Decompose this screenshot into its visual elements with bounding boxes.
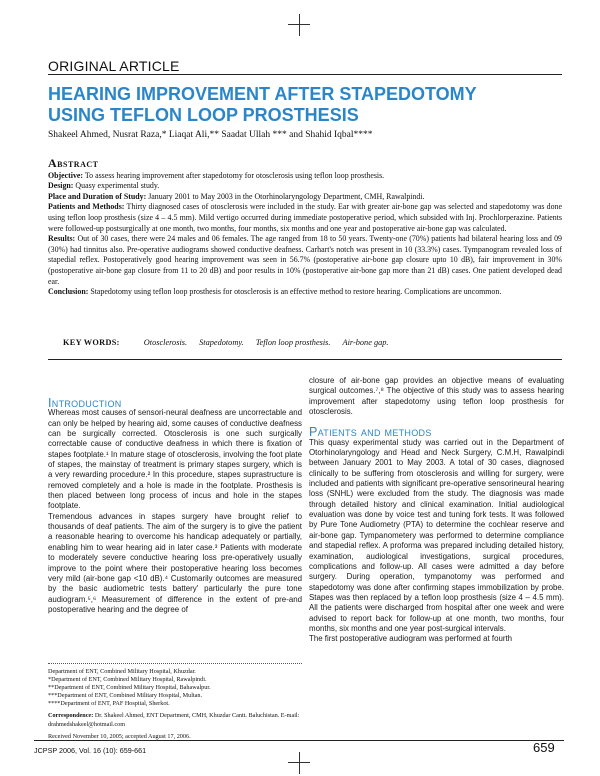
- place-label: Place and Duration of Study:: [48, 191, 147, 201]
- affiliation: Department of ENT, Combined Military Hospital, Khuzdar.: [48, 668, 196, 675]
- design-text: Quasy experimental study.: [75, 181, 160, 191]
- page-number: 659: [533, 740, 555, 755]
- methods-paragraph-1: This quasy experimental study was carried out in the Department of Otorhinolaryngology and Head and Neck Surgery, C.M.H, Rawalpindi between January 2001 to May 2003. A total of 30 cases, diagnosed clinically to be suffering from otosclerosis and willing for surgery, were included and patients with significant pre-operative sensorineural hearing loss (SNHL) were excluded from the study. The diagnosis was made through detailed history and clinical examination. Initial audiological evaluation was done by voice test and tuning fork tests. It was followed by Pure Tone Audiometry (PTA) to determine the cochlear reserve and air-bone gap. Tympanometery was performed to determine compliance and stapedial reflex. A proforma was prepared including detailed history, examination, audiological investigations, surgical procedures, complications and follow-up. All cases were admitted a day before surgery. During operation, tympanotomy was performed and stapedotomy was done after confirming stapes immobilization by probe. Stapes was then replaced by a teflon loop prosthesis (size 4 – 4.5 mm). All the patients were discharged from hospital after one week and were advised to report back for follow-up at one month, two months, four months, six months and one year post-surgical intervals.: [309, 437, 564, 633]
- footnote-divider: [48, 663, 302, 664]
- patients-label: Patients and Methods:: [48, 202, 125, 212]
- abstract-patients: [48, 202, 562, 234]
- intro-paragraph-2: Tremendous advances in stapes surgery have brought relief to thousands of deaf patients. The aim of the surgery is to give the patient a reasonable hearing to overcome his handicap adequately or partially, enabling him to wear hearing aid in later case.³ Patients with moderate to moderately severe conductive hearing loss pre-operatively usually improve to the point where their postoperative hearing loss becomes very mild (air-bone gap <10 dB).⁴ Customarily outcomes are measured by the basic audiometric tests battery' particularly the pure tone audiogram.⁵,⁶ Measurement of difference in the extent of pre-and postoperative hearing and the degree of: [48, 511, 302, 614]
- conclusion-label: Conclusion:: [48, 287, 89, 297]
- abstract-heading: Abstract: [48, 156, 99, 170]
- right-column: [309, 376, 564, 645]
- methods-paragraph-2: The first postoperative audiogram was performed at fourth: [309, 634, 513, 644]
- abstract-place: [48, 192, 562, 203]
- intro-paragraph-1: Whereas most causes of sensori-neural deafness are uncorrectable and can only be helped by hearing aid, some causes of conductive deafness can be surgically corrected. Otosclerosis is one such surgically correctable cause of conductive deafness in which there is fixation of stapes footplate.¹ In mature stage of otosclerosis, involving the foot plate of stapes, the mainstay of treatment is primary stapes surgery, which is a very rewarding procedure.² In this procedure, stapes suprastructure is removed completely and a hole is made in the footplate. Prosthesis is then placed between long process of incus and hole in the stapes footplate.: [48, 408, 302, 511]
- affiliations: [48, 668, 302, 741]
- patients-text: Thirty diagnosed cases of otosclerosis were included in the study. Ear with greater air-bone gap was selected and stapedotomy was done using teflon loop prosthesis (size 4 – 4.5 mm). Mild vertigo occurred during immediate postoperative period, which subsided with Inj. Prochlorperazine. Patients were followed-up postsurgically at one month, two months, four months, six months and one year and postoperative air-bone gap was calculated.: [48, 202, 562, 233]
- intro-paragraph-3: closure of air-bone gap provides an objective means of evaluating surgical outcomes.⁷,⁸ The objective of this study was to assess hearing improvement after stapedotomy using teflon loop prosthesis for otosclerosis.: [309, 376, 564, 417]
- results-label: Results:: [48, 234, 76, 244]
- keywords-rule: [48, 359, 562, 360]
- correspondence-label: Correspondence:: [48, 712, 94, 720]
- abstract: [48, 158, 562, 298]
- conclusion-text: Stapedotomy using teflon loop prosthesis for otosclerosis is an effective method to restore hearing. Complications are uncommon.: [90, 287, 502, 297]
- abstract-objective: [48, 171, 562, 182]
- place-text: January 2001 to May 2003 in the Otorhinolaryngology Department, CMH, Rawalpindi.: [148, 191, 425, 201]
- crop-mark-top: [299, 14, 300, 36]
- abstract-results: [48, 234, 562, 287]
- keywords: [63, 338, 398, 347]
- introduction-heading: Introduction: [48, 396, 122, 410]
- header-rule: [48, 74, 562, 75]
- crop-mark-bottom: [299, 752, 300, 774]
- affiliation: ***Department of ENT, Combined Military Hospital, Multan.: [48, 692, 203, 700]
- patients-methods-heading: Patients and methods: [309, 425, 432, 440]
- affiliation: ****Department of ENT, PAF Hospital, Sherkot.: [48, 700, 170, 708]
- keyword-item: Teflon loop prosthesis.: [255, 338, 331, 347]
- authors: Shakeel Ahmed, Nusrat Raza,* Liaqat Ali,** Saadat Ullah *** and Shahid Iqbal****: [48, 130, 373, 140]
- journal-citation: JCPSP 2006, Vol. 16 (10): 659-661: [34, 746, 147, 755]
- keywords-label: KEY WORDS:: [63, 338, 120, 347]
- left-column: [48, 398, 302, 615]
- crop-mark-top-h: [288, 24, 310, 25]
- title-line-1: HEARING IMPROVEMENT AFTER STAPEDOTOMY: [48, 84, 477, 104]
- footer-rule: [34, 740, 564, 741]
- title-line-2: USING TEFLON LOOP PROSTHESIS: [48, 105, 359, 125]
- results-text: Out of 30 cases, there were 24 males and 06 females. The age ranged from 18 to 50 years. Twenty-one (70%) patients had bilateral hearing loss and 09 (30%) had tinnitus also. Pre-operative audiograms showed conductive deafness. Carhart's notch was present in 10 (33.3%) cases. Tympanogram revealed loss of stapedial reflex. Postoperatively good hearing improvement was seen in 56.7% (postoperative air-bone gap closure upto 10 dB), fair improvement in 30% (postoperative air-bone gap closure from 11 to 20 dB) and poor results in 10% (postoperative air-bone gap more than 21 dB) cases. One patient developed dead ear.: [48, 234, 562, 286]
- received-dates: Received November 10, 2005; accepted August 17, 2006.: [48, 732, 191, 740]
- crop-mark-bottom-h: [288, 762, 310, 763]
- affiliation: *Department of ENT, Combined Military Hospital, Rawalpindi.: [48, 676, 207, 684]
- abstract-conclusion: [48, 287, 562, 298]
- affiliation: **Department of ENT, Combined Military Hospital, Bahawalpur.: [48, 684, 211, 692]
- keyword-item: Stapedotomy.: [199, 338, 244, 347]
- keyword-item: Otosclerosis.: [143, 338, 188, 347]
- objective-label: Objective:: [48, 170, 84, 180]
- objective-text: To assess hearing improvement after stapedotomy for otosclerosis using teflon loop prosthesis.: [84, 170, 385, 180]
- correspondence-text: Dr. Shakeel Ahmed, ENT Department, CMH, Khuzdar Cantt. Baluchistan. E-mail: drahmedshakeel@hotmail.com: [48, 712, 300, 728]
- keyword-item: Air-bone gap.: [342, 338, 389, 347]
- abstract-design: [48, 181, 562, 192]
- correspondence: [48, 712, 302, 728]
- article-title: [48, 84, 568, 126]
- section-label: ORIGINAL ARTICLE: [48, 58, 180, 74]
- design-label: Design:: [48, 181, 74, 191]
